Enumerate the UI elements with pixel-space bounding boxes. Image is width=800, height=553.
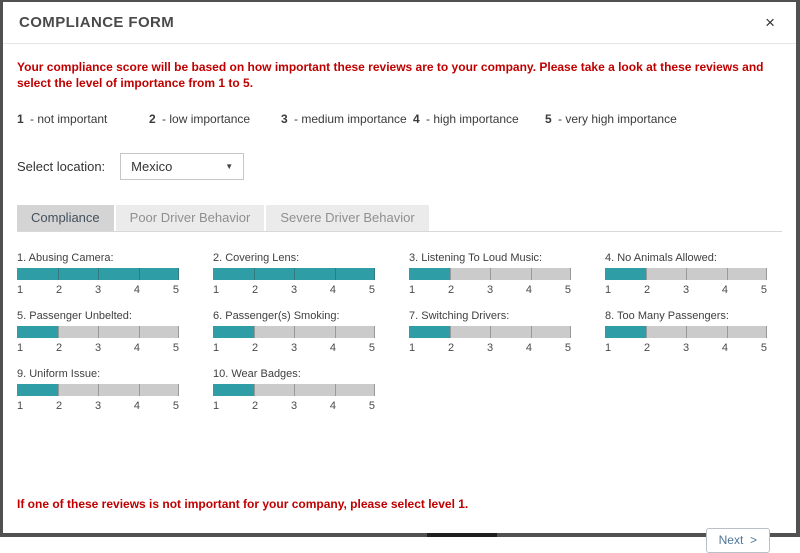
slider-tick	[98, 326, 99, 338]
location-row	[17, 153, 782, 180]
importance-slider	[17, 310, 179, 354]
slider-track[interactable]	[409, 326, 571, 338]
slider-scale	[409, 284, 571, 296]
slider-scale-number: 3	[290, 284, 298, 297]
slider-scale-number: 5	[760, 342, 767, 355]
slider-scale-number: 4	[721, 284, 729, 297]
slider-label: 9. Uniform Issue:	[17, 368, 101, 381]
slider-tick	[570, 326, 571, 338]
slider-fill	[213, 326, 254, 338]
slider-tick	[570, 268, 571, 280]
slider-scale-number: 4	[525, 342, 533, 355]
slider-fill	[409, 268, 450, 280]
legend-item: 3 - medium importance	[281, 112, 407, 127]
note-text: If one of these reviews is not important for your company, please select level 1.	[17, 497, 469, 512]
tab-poor-driver-behavior[interactable]: Poor Driver Behavior	[116, 205, 265, 231]
slider-track[interactable]	[213, 384, 375, 396]
slider-scale-number: 2	[55, 284, 63, 297]
slider-tick	[139, 268, 140, 280]
intro-text: Your compliance score will be based on how important these reviews are to your company. Please take a look at these reviews and select the level of importance from 1 to 5.	[17, 60, 764, 91]
importance-slider	[409, 310, 571, 354]
slider-scale-number: 1	[605, 284, 612, 297]
slider-label: 8. Too Many Passengers:	[605, 310, 729, 323]
slider-scale-number: 2	[55, 400, 63, 413]
slider-scale-number: 3	[682, 342, 690, 355]
importance-slider	[605, 310, 767, 354]
slider-scale-number: 4	[721, 342, 729, 355]
slider-label: 1. Abusing Camera:	[17, 252, 114, 265]
slider-scale	[17, 342, 179, 354]
slider-track[interactable]	[17, 326, 179, 338]
footer-row	[17, 528, 782, 553]
slider-label: 7. Switching Drivers:	[409, 310, 510, 323]
slider-scale-number: 2	[55, 342, 63, 355]
slider-scale-number: 2	[643, 284, 651, 297]
slider-tick	[490, 326, 491, 338]
slider-track[interactable]	[17, 384, 179, 396]
slider-scale-number: 1	[605, 342, 612, 355]
chevron-down-icon: ▼	[225, 162, 234, 172]
tab-severe-driver-behavior[interactable]: Severe Driver Behavior	[266, 205, 428, 231]
slider-fill	[605, 268, 646, 280]
next-button[interactable]: Next >	[706, 528, 770, 553]
slider-tick	[374, 384, 375, 396]
slider-scale-number: 5	[760, 284, 767, 297]
close-icon[interactable]: ×	[765, 13, 775, 32]
slider-scale-number: 5	[172, 284, 179, 297]
importance-slider	[605, 252, 767, 296]
slider-tick	[178, 268, 179, 280]
slider-scale-number: 1	[409, 342, 416, 355]
slider-scale-number: 3	[290, 342, 298, 355]
slider-scale-number: 3	[94, 284, 102, 297]
dialog-title: COMPLIANCE FORM	[19, 14, 175, 31]
slider-tick	[335, 326, 336, 338]
legend-item: 5 - very high importance	[545, 112, 677, 127]
slider-tick	[686, 268, 687, 280]
slider-scale-number: 4	[329, 342, 337, 355]
slider-tick	[531, 326, 532, 338]
slider-scale	[605, 342, 767, 354]
location-dropdown[interactable]	[120, 153, 244, 180]
tab-compliance[interactable]: Compliance	[17, 205, 114, 231]
slider-fill	[605, 326, 646, 338]
slider-tick	[531, 268, 532, 280]
slider-scale-number: 3	[290, 400, 298, 413]
slider-tick	[58, 268, 59, 280]
slider-fill	[409, 326, 450, 338]
legend-item: 4 - high importance	[413, 112, 519, 127]
slider-scale-number: 1	[409, 284, 416, 297]
slider-label: 10. Wear Badges:	[213, 368, 301, 381]
slider-fill	[17, 384, 58, 396]
slider-scale-number: 4	[133, 342, 141, 355]
importance-slider	[17, 368, 179, 412]
slider-track[interactable]	[409, 268, 571, 280]
slider-tick	[374, 268, 375, 280]
slider-tick	[727, 326, 728, 338]
slider-tick	[58, 326, 59, 338]
slider-tick	[374, 326, 375, 338]
location-selected-value: Mexico	[131, 159, 173, 175]
slider-track[interactable]	[605, 326, 767, 338]
slider-fill	[213, 384, 254, 396]
slider-scale-number: 2	[447, 342, 455, 355]
slider-scale-number: 4	[133, 400, 141, 413]
dialog-header	[3, 2, 796, 44]
slider-tick	[58, 384, 59, 396]
sliders-grid	[17, 252, 782, 428]
slider-scale-number: 3	[94, 342, 102, 355]
slider-scale-number: 3	[486, 342, 494, 355]
slider-scale	[213, 400, 375, 412]
slider-scale-number: 4	[525, 284, 533, 297]
legend-item: 1 - not important	[17, 112, 108, 127]
slider-label: 5. Passenger Unbelted:	[17, 310, 132, 323]
slider-track[interactable]	[213, 326, 375, 338]
slider-scale-number: 1	[17, 342, 24, 355]
slider-scale-number: 5	[172, 400, 179, 413]
slider-tick	[178, 384, 179, 396]
slider-tick	[335, 384, 336, 396]
slider-tick	[139, 384, 140, 396]
slider-scale	[409, 342, 571, 354]
importance-legend	[17, 112, 782, 126]
slider-tick	[450, 326, 451, 338]
slider-tick	[335, 268, 336, 280]
slider-tick	[450, 268, 451, 280]
slider-tick	[294, 384, 295, 396]
select-location-label: Select location:	[17, 159, 106, 175]
slider-scale-number: 2	[251, 342, 259, 355]
slider-scale-number: 1	[213, 284, 220, 297]
slider-tick	[294, 326, 295, 338]
slider-label: 3. Listening To Loud Music:	[409, 252, 543, 265]
importance-slider	[213, 310, 375, 354]
slider-scale-number: 1	[213, 342, 220, 355]
slider-tick	[490, 268, 491, 280]
slider-track[interactable]	[213, 268, 375, 280]
slider-scale-number: 2	[447, 284, 455, 297]
slider-track[interactable]	[605, 268, 767, 280]
slider-scale-number: 1	[17, 284, 24, 297]
slider-scale-number: 5	[368, 400, 375, 413]
slider-scale-number: 1	[213, 400, 220, 413]
slider-label: 2. Covering Lens:	[213, 252, 300, 265]
slider-tick	[254, 268, 255, 280]
importance-slider	[213, 252, 375, 296]
slider-tick	[254, 326, 255, 338]
importance-slider	[409, 252, 571, 296]
slider-scale-number: 3	[486, 284, 494, 297]
slider-tick	[646, 268, 647, 280]
dialog-body	[3, 44, 796, 553]
importance-slider	[17, 252, 179, 296]
slider-scale-number: 5	[368, 284, 375, 297]
slider-label: 4. No Animals Allowed:	[605, 252, 717, 265]
slider-scale-number: 5	[172, 342, 179, 355]
legend-item: 2 - low importance	[149, 112, 251, 127]
slider-tick	[766, 326, 767, 338]
slider-tick	[646, 326, 647, 338]
slider-scale	[213, 284, 375, 296]
slider-scale-number: 5	[564, 342, 571, 355]
slider-scale-number: 5	[368, 342, 375, 355]
slider-scale-number: 2	[643, 342, 651, 355]
slider-scale-number: 2	[251, 284, 259, 297]
slider-tick	[98, 384, 99, 396]
slider-tick	[686, 326, 687, 338]
slider-tick	[254, 384, 255, 396]
slider-tick	[178, 326, 179, 338]
slider-scale-number: 5	[564, 284, 571, 297]
slider-scale-number: 4	[329, 400, 337, 413]
slider-label: 6. Passenger(s) Smoking:	[213, 310, 340, 323]
slider-scale-number: 3	[682, 284, 690, 297]
slider-scale	[213, 342, 375, 354]
tab-bar	[17, 205, 782, 232]
slider-tick	[139, 326, 140, 338]
slider-scale-number: 1	[17, 400, 24, 413]
slider-tick	[98, 268, 99, 280]
slider-tick	[727, 268, 728, 280]
slider-track[interactable]	[17, 268, 179, 280]
slider-fill	[17, 326, 58, 338]
slider-scale-number: 4	[329, 284, 337, 297]
slider-scale	[17, 284, 179, 296]
slider-scale-number: 3	[94, 400, 102, 413]
slider-tick	[766, 268, 767, 280]
slider-scale	[605, 284, 767, 296]
slider-scale	[17, 400, 179, 412]
slider-scale-number: 2	[251, 400, 259, 413]
slider-scale-number: 4	[133, 284, 141, 297]
slider-tick	[294, 268, 295, 280]
importance-slider	[213, 368, 375, 412]
